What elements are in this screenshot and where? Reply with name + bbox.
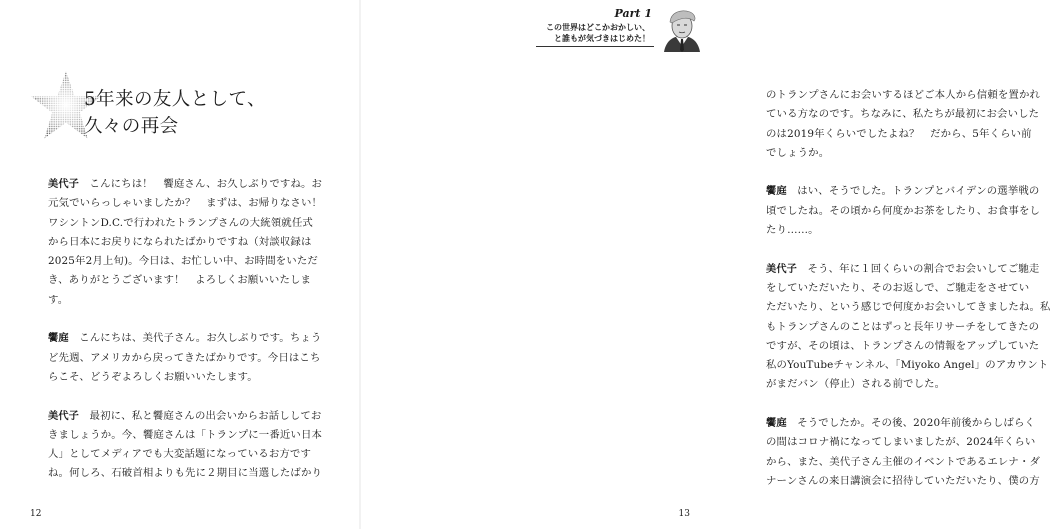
line-text: 頃でしたね。その頃から何度かお茶をしたり、お食事をし [766, 204, 1041, 217]
text-line [766, 144, 1034, 163]
text-line [766, 298, 1051, 317]
speaker-name: 饗庭 [766, 418, 787, 430]
part-label: Part 1 [614, 7, 652, 20]
text-line [48, 445, 318, 464]
line-text: たり……。 [766, 224, 819, 237]
text-line [48, 464, 323, 483]
paragraph-gap [48, 387, 318, 406]
left-page [0, 0, 360, 529]
text-line [766, 221, 1034, 240]
paragraph-gap [766, 395, 1034, 414]
text-line [48, 349, 321, 368]
text-line [48, 329, 322, 348]
chapter-heading [84, 86, 354, 140]
line-text: ワシントンD.C.で行われたトランプさんの大統領就任式 [48, 216, 313, 229]
line-text: もトランプさんのことはずっと長年リサーチをしてきたの [766, 320, 1040, 333]
text-line [48, 291, 318, 310]
banner-rule [536, 46, 654, 47]
line-text: ナーンさんの来日講演会に招待していただいたり、僕の方 [766, 474, 1040, 487]
line-text: ですが、その頃は、トランプさんの情報をアップしていた [766, 339, 1040, 352]
line-text: き、ありがとうございます！ よろしくお願いいたしま [48, 274, 312, 287]
line-text: はい、そうでした。トランプとバイデンの選挙戦の [786, 185, 1040, 198]
text-line [766, 86, 1041, 105]
line-text: のトランプさんにお会いするほどご本人から信頼を置かれ [766, 89, 1041, 101]
text-line [766, 318, 1040, 337]
right-body-text [766, 86, 1051, 491]
line-text: をしていただいたり、そのお返しで、ご馳走をさせてい [766, 281, 1030, 294]
line-text: こんにちは！ 饗庭さん、お久しぶりですね。お [79, 178, 323, 190]
line-text: の間はコロナ禍になってしまいましたが、2024年くらい [766, 436, 1036, 449]
text-line [766, 125, 1034, 144]
text-line [48, 214, 318, 233]
text-line [766, 202, 1041, 221]
line-text: 2025年2月上旬)。今日は、お忙しい中、お時間をいただ [48, 255, 318, 268]
speaker-name: 美代子 [48, 410, 80, 422]
part-banner [520, 6, 710, 52]
line-text: らこそ、どうぞよろしくお願いいたします。 [48, 370, 258, 383]
text-line [766, 472, 1040, 491]
text-line [766, 182, 1040, 201]
text-line [48, 271, 318, 290]
text-line [766, 279, 1034, 298]
line-text: から日本にお戻りになられたばかりですね（対談収録は [48, 235, 312, 248]
text-line [48, 233, 318, 252]
line-text: ただいたり、という感じで何度かお会いしてきましたね。私 [766, 301, 1051, 314]
text-line [48, 194, 323, 213]
paragraph-gap [766, 240, 1034, 259]
line-text: そう、年に１回くらいの割合でお会いしてご馳走 [797, 262, 1040, 275]
page-number-left: 12 [30, 509, 42, 519]
line-text: きましょうか。今、饗庭さんは「トランプに一番近い日本 [48, 428, 323, 441]
part-subtitle-line-1: この世界はどこかおかしい、 [546, 23, 650, 32]
page-number-right: 13 [678, 509, 690, 519]
line-text: のは2019年くらいでしたよね？ だから、5年くらい前 [766, 127, 1032, 140]
left-body-text [48, 175, 323, 484]
line-text: 最初に、私と饗庭さんの出会いからお話ししてお [79, 409, 322, 422]
text-line [766, 414, 1034, 433]
right-page [360, 0, 1051, 529]
line-text: がまだバン（停止）される前でした。 [766, 378, 946, 391]
heading-line-1: 5年来の友人として、 [84, 89, 266, 110]
line-text: そうでしたか。その後、2020年前後からしばらく [786, 417, 1036, 430]
line-text: でしょうか。 [766, 146, 830, 159]
text-line [766, 375, 1034, 394]
speaker-name: 美代子 [48, 179, 80, 190]
portrait-illustration [654, 6, 710, 52]
text-line [766, 260, 1040, 279]
text-line [48, 407, 322, 426]
text-line [766, 453, 1041, 472]
line-text: から、また、美代子さん主催のイベントであるエレナ・ダ [766, 455, 1041, 468]
line-text: 私のYouTubeチャンネル、「Miyoko Angel」のアカウント [766, 359, 1049, 372]
line-text: 元気でいらっしゃいましたか？ まずは、お帰りなさい！ [48, 197, 323, 210]
speaker-name: 饗庭 [766, 186, 787, 198]
line-text: ている方なのです。ちなみに、私たちが最初にお会いした [766, 108, 1040, 121]
text-line [48, 252, 318, 271]
line-text: す。 [48, 293, 69, 306]
line-text: こんにちは、美代子さん。お久しぶりです。ちょう [68, 332, 322, 345]
text-line [766, 433, 1034, 452]
line-text: 人」としてメディアでも大変話題になっているお方です [48, 448, 311, 461]
paragraph-gap [48, 310, 318, 329]
text-line [766, 356, 1049, 375]
text-line [766, 337, 1040, 356]
heading-line-2: 久々の再会 [84, 116, 179, 137]
speaker-name: 饗庭 [48, 333, 69, 345]
text-line [48, 368, 318, 387]
paragraph-gap [766, 163, 1034, 182]
speaker-name: 美代子 [766, 263, 798, 275]
line-text: ど先週、アメリカから戻ってきたばかりです。今日はこち [48, 351, 321, 364]
text-line [48, 175, 323, 194]
text-line [48, 426, 323, 445]
line-text: ね。何しろ、石破首相よりも先に２期目に当選したばかり [48, 467, 323, 480]
part-subtitle-line-2: と誰もが気づきはじめた！ [554, 34, 650, 43]
text-line [766, 105, 1040, 124]
